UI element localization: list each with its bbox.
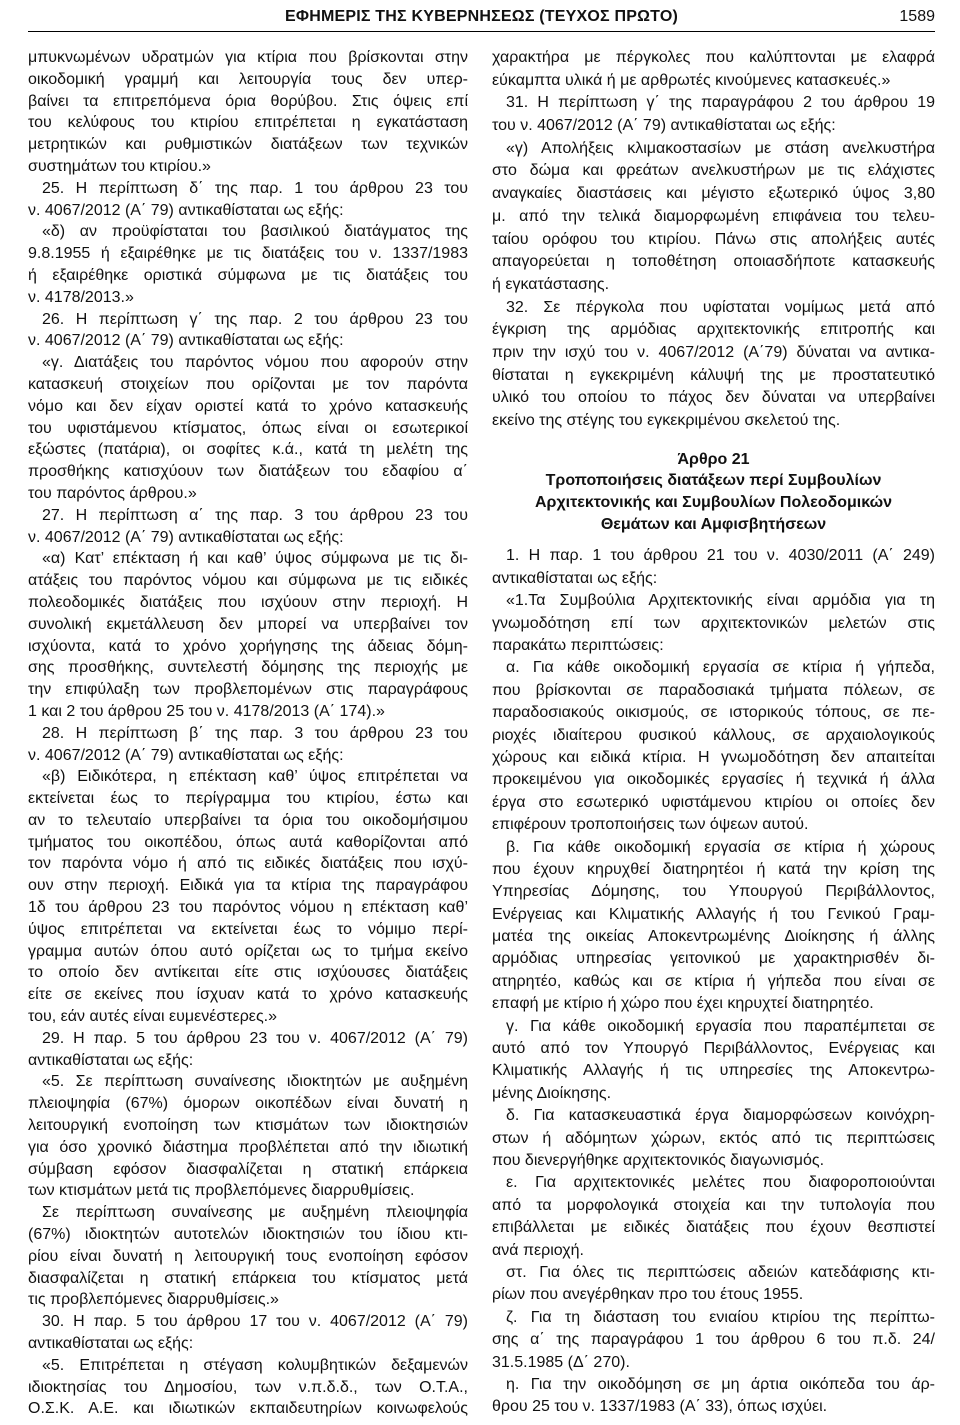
text-line: ρίων που ανεγέρθηκαν προ του έτους 1955.: [492, 1286, 804, 1304]
paragraph: [28, 1071, 468, 1202]
text-line: Ο.Σ.Κ. Α.Ε. και ιδιωτικών εκπαιδευτηρίων κοινωφελούς: [28, 1400, 468, 1418]
text-line: αντικαθίσταται ως εξής:: [28, 1051, 194, 1069]
text-line: σης α΄ της παραγράφου 1 του άρθρου 6 του π.δ. 24/: [492, 1331, 935, 1349]
article-number: Άρθρο 21: [677, 450, 750, 468]
text-line: πριν την ισχύ του ν. 4067/2012 (Α΄79) δύναται να αντικα-: [492, 343, 935, 361]
text-line: μπυκνωμένων υδρατμών για κτίρια που βρίσκονται στην: [28, 49, 468, 66]
text-line: 28. Η περίπτωση β΄ της παρ. 3 του άρθρου 23 του: [42, 724, 468, 742]
text-line: ουν στην περιοχή. Ειδικά για τα κτίρια της παραγράφου: [28, 877, 468, 895]
text-line: τις προβλεπόμενες διαρρυθμίσεις.»: [28, 1291, 279, 1309]
text-line: σύμβαση εφόσον διασφαλίζεται η στατική επάρκεια: [28, 1160, 468, 1178]
text-line: στ. Για όλες τις περιπτώσεις αδειών κατεδάφισης κτι-: [506, 1263, 935, 1281]
text-line: σης προσθήκης, συντελεστή δόμησης της περιοχής με: [28, 659, 468, 677]
text-line: του υφιστάμενου κτίσματος, όπως είναι οι εσωτερικοί: [28, 419, 468, 437]
text-line: β. Για κάθε οικοδομική εργασία σε κτίρια ή χώρους: [506, 838, 935, 856]
text-line: «γ) Απολήξεις κλιμακοστασίων με στάση ανελκυστήρα: [506, 139, 935, 157]
paragraph: [28, 1311, 468, 1355]
text-line: τμήματος του οικοπέδου, όπως αυτά καθορίζονται από: [28, 833, 468, 851]
text-line: θρου 25 του ν. 1337/1983 (Α΄ 33), όπως ισχύει.: [492, 1398, 828, 1416]
text-line: έργα στο εσωτερικό υφιστάμενου κτιρίου οι οποίες δεν: [492, 793, 935, 811]
text-line: αυτό από τον Υπουργό Περιβάλλοντος, Ενέργειας και: [492, 1040, 935, 1058]
gazette-title: ΕΦΗΜΕΡΙΣ ΤΗΣ ΚΥΒΕΡΝΗΣΕΩΣ (ΤΕΥΧΟΣ ΠΡΩΤΟ): [284, 8, 678, 25]
text-line: ισχύοντα, κατά το χρόνο χορήγησης της άδειας δόμη-: [28, 637, 468, 655]
text-line: ρίου είναι δυνατή η λειτουργική τους ενοποίηση εφόσον: [28, 1247, 468, 1265]
text-line: ατηρητέο, καθώς και σε κτίρια ή γήπεδα που είναι σε: [492, 972, 935, 990]
text-line: αντικαθίσταται ως εξής:: [492, 569, 658, 587]
paragraph: [28, 221, 468, 308]
text-line: ανά περιοχή.: [492, 1241, 584, 1259]
text-line: 30. Η παρ. 5 του άρθρου 17 του ν. 4067/2012 (Α΄ 79): [42, 1313, 468, 1331]
text-line: στων ή αδόμητων χώρων, εκτός από τις περιπτώσεις: [492, 1129, 935, 1147]
text-line: κατασκευή στοιχείων που ορίζονται με τον παρόντα: [28, 375, 468, 393]
paragraph: [28, 548, 468, 722]
article-title-line: Αρχιτεκτονικής και Συμβουλίων Πολεοδομικών: [534, 494, 893, 512]
paragraph: [492, 1307, 935, 1374]
text-line: εκείνο της στέγης του εγκεκριμένου σκελετού της.: [492, 412, 841, 429]
text-line: ν. 4178/2013.»: [28, 288, 134, 306]
text-line: επιφέρουν τροποποιήσεις των όψεων αυτού.: [492, 816, 809, 834]
paragraph: [492, 657, 935, 836]
text-line: η. Για την οικοδόμηση σε μη άρτια οικόπεδα του άρ-: [506, 1375, 935, 1393]
paragraph: [492, 837, 935, 1016]
text-line: ν. 4067/2012 (Α΄ 79) αντικαθίσταται ως εξής:: [28, 201, 344, 219]
text-line: ε. Για αρχιτεκτονικές μελέτες που διαφοροποιούνται: [506, 1174, 935, 1192]
text-line: επαφή με κτίριο ή χώρο που έχει κηρυχτεί διατηρητέο.: [492, 995, 874, 1013]
left-column: [28, 47, 468, 1420]
text-line: 31. Η περίπτωση γ΄ της παραγράφου 2 του άρθρου 19: [506, 94, 935, 112]
text-line: 1. Η παρ. 1 του άρθρου 21 του ν. 4030/2011 (Α΄ 249): [506, 547, 935, 565]
text-line: μένης Διοίκησης.: [492, 1084, 612, 1102]
text-line: 25. Η περίπτωση δ΄ της παρ. 1 του άρθρου 23 του: [42, 179, 468, 197]
paragraph: [28, 47, 468, 178]
text-line: «5. Σε περίπτωση συναίνεσης ιδιοκτητών με αυξημένη: [42, 1073, 468, 1091]
text-line: «α) Κατ’ επέκταση ή και καθ’ ύψος σύμφωνα με τις δι-: [42, 550, 468, 568]
text-line: του παρόντος άρθρου.»: [28, 484, 197, 502]
text-line: έγκριση της αρμόδιας αρχιτεκτονικής επιτροπής και: [492, 321, 935, 339]
text-line: αν το τελευταίο υπερβαίνει τα όρια του οικοδομήσιμου: [28, 811, 468, 829]
paragraph: [492, 590, 935, 657]
text-line: ατάξεις του παρόντος νόμου και σύμφωνα με τις ειδικές: [28, 572, 468, 590]
paragraph: [28, 766, 468, 1028]
text-line: για όσο χρονικό διάστημα προβλέπεται από την ιδιωτική: [28, 1138, 468, 1156]
text-line: διασφαλίζεται η στατική επάρκεια του κτίσματος μετά: [28, 1269, 468, 1287]
text-line: συνολική εκμετάλλευση δεν μπορεί να υπερβαίνει τον: [28, 615, 468, 633]
text-line: «δ) αν προϋφίσταται του βασιλικού διατάγματος της: [42, 223, 468, 241]
text-line: εξώστες (πατάρια), οι σοφίτες κ.ά., κατά τη μελέτη της: [28, 441, 468, 459]
text-line: θίσταται η εγκεκριμένη κάλυψή της με προστατευτικό: [492, 366, 935, 384]
text-line: αντικαθίσταται ως εξής:: [28, 1335, 194, 1353]
text-line: γ. Για κάθε οικοδομική εργασία που παραπέμπεται σε: [506, 1017, 935, 1035]
text-line: πλειοψηφία (67%) όμορων οικοπέδων είναι δυνατή η: [28, 1095, 468, 1113]
text-line: χώρους και ειδικά κτίρια. Η γνωμοδότηση δεν απαιτείται: [492, 748, 935, 766]
text-line: ή εξαιρέθηκε οριστικά σύμφωνα με τις διατάξεις του: [28, 266, 468, 284]
text-line: «γ. Διατάξεις του παρόντος νόμου που αφορούν στην: [42, 354, 468, 372]
text-line: (67%) ιδιοκτητών αυτοτελών ιδιοκτησιών του ίδιου κτι-: [28, 1226, 468, 1244]
text-line: «β) Ειδικότερα, η επέκταση καθ’ ύψος επιτρέπεται να: [42, 768, 468, 786]
paragraph: [492, 1105, 935, 1172]
text-line: το οποίο δεν αντίκειται είτε στις ισχύουσες διατάξεις: [28, 964, 468, 982]
paragraph: [28, 1355, 468, 1420]
text-line: προσθήκης κατισχύουν των διατάξεων του εδαφίου α΄: [28, 463, 468, 481]
article-heading: [492, 449, 935, 536]
paragraph: [28, 352, 468, 505]
text-line: α. Για κάθε οικοδομική εργασία σε κτίρια ή γήπεδα,: [506, 659, 935, 677]
text-line: μ. από την τελικά διαμορφωμένη επιφάνεια του τελευ-: [492, 207, 935, 225]
paragraph: [28, 505, 468, 549]
paragraph: [492, 1262, 935, 1307]
article-title-line: Θεμάτων και Αμφισβητήσεων: [600, 515, 827, 533]
right-column-text-after-article: [492, 545, 935, 1418]
text-line: νόμο και δεν είχαν οριστεί κατά το χρόνο κατασκευής: [28, 397, 468, 415]
text-line: βαίνει τα επιτρεπόμενα όρια θορύβου. Στις όψεις επί: [28, 92, 468, 110]
text-line: την επιφύλαξη των προβλεπομένων στις παραγράφους: [28, 681, 468, 699]
text-line: ιδιοκτησίας του Δημοσίου, των ν.π.δ.δ., των Ο.Τ.Α.,: [28, 1378, 468, 1396]
paragraph: [492, 138, 935, 297]
text-line: από τα μορφολογικά στοιχεία και την τυπολογία που: [492, 1196, 935, 1214]
text-line: που διενεργήθηκε αρχιτεκτονικός διαγωνισμός.: [492, 1151, 825, 1169]
text-line: ή εγκατάστασης.: [492, 275, 610, 293]
text-line: απαγορεύεται η τοποθέτηση οποιασδήποτε κατασκευής: [492, 253, 935, 271]
text-line: 26. Η περίπτωση γ΄ της παρ. 2 του άρθρου 23 του: [42, 310, 468, 328]
paragraph: [28, 309, 468, 353]
text-line: μετρητικών και ρυθμιστικών διατάξεων των τεχνικών: [28, 136, 468, 154]
text-line: δ. Για κατασκευαστικά έργα διαμορφώσεων κοινόχρη-: [506, 1107, 935, 1125]
text-line: πολεοδομικές διατάξεις που ισχύουν στην περιοχή. Η: [28, 593, 468, 611]
header-rule: [28, 31, 935, 32]
right-column: [492, 47, 935, 1419]
text-line: ταίου ορόφου του κτιρίου. Πάνω στις απολήξεις αυτές: [492, 230, 935, 248]
text-line: επιβάλλεται με ειδικές διατάξεις που έχουν θεσπιστεί: [492, 1219, 935, 1237]
text-line: ν. 4067/2012 (Α΄ 79) αντικαθίσταται ως εξής:: [28, 332, 344, 350]
text-line: ν. 4067/2012 (Α΄ 79) αντικαθίσταται ως εξής:: [28, 528, 344, 546]
text-line: αναγκαίες διαστάσεις και μέγιστο εξωτερικό ύψος 3,80: [492, 185, 935, 203]
text-line: στο δώμα και φρεάτων ανελκυστήρων με τις ελάχιστες: [492, 162, 935, 180]
paragraph: [492, 297, 935, 433]
text-line: 27. Η περίπτωση α΄ της παρ. 3 του άρθρου 23 του: [42, 506, 468, 524]
text-line: του κελύφους του κτιρίου επιτρέπεται η εγκατάσταση: [28, 114, 468, 132]
text-line: των κτισμάτων μετά τις προβλεπόμενες διαρρυθμίσεις.: [28, 1182, 415, 1200]
text-line: 29. Η παρ. 5 του άρθρου 23 του ν. 4067/2012 (Α΄ 79): [42, 1029, 468, 1047]
text-line: λειτουργική ενοποίηση των κτισμάτων των ιδιοκτησιών: [28, 1117, 468, 1135]
text-line: του, εάν αυτές είναι ευμενέστερες.»: [28, 1008, 277, 1026]
paragraph: [492, 1172, 935, 1262]
text-line: 31.5.1985 (Δ΄ 270).: [492, 1353, 630, 1371]
text-line: συστημάτων του κτιρίου.»: [28, 157, 211, 175]
paragraph: [492, 1374, 935, 1419]
text-line: ν. 4067/2012 (Α΄ 79) αντικαθίσταται ως εξής:: [28, 746, 344, 764]
text-line: αρμόδιας υπηρεσίας γειτονικού με χαρακτηρισθέν δι-: [492, 950, 935, 968]
text-line: ζ. Για τη διάσταση του ενιαίου κτιρίου της περίπτω-: [506, 1308, 935, 1326]
text-line: Υπηρεσίας Δόμησης, του Υπουργού Περιβάλλοντος,: [492, 883, 935, 901]
text-line: Σε περίπτωση συναίνεσης με αυξημένη πλειοψηφία: [42, 1204, 468, 1222]
text-line: υλικό του οποίου το πάχος δεν δύναται να υπερβαίνει: [492, 389, 935, 407]
paragraph: [492, 545, 935, 590]
text-line: γνωμοδότηση επί των αρχιτεκτονικών μελετών στις: [492, 614, 935, 632]
text-line: είτε σε εκείνες που ίσχυαν κατά το χρόνο κατασκευής: [28, 986, 468, 1004]
text-line: που έχουν κηρυχθεί διατηρητέοι ή κατά την κρίση της: [492, 860, 935, 878]
right-column-text-before-article: [492, 47, 935, 433]
article-title-line: Τροποποιήσεις διατάξεων περί Συμβουλίων: [545, 472, 882, 490]
text-line: 32. Σε πέργκολα που υφίσταται νομίμως μετά από: [506, 298, 935, 316]
text-line: παραδοσιακούς οικισμούς, σε ιστορικούς τόπους, σε πε-: [492, 704, 935, 722]
text-line: 1δ του άρθρου 23 του παρόντος νόμου η επέκταση καθ’: [28, 899, 468, 917]
text-line: που βρίσκονται σε παραδοσιακά τμήματα πόλεων, σε: [492, 681, 935, 699]
paragraph: [28, 723, 468, 767]
text-line: ύψος επιτρέπεται να εκτείνεται έως το νόμιμο περί-: [28, 920, 468, 938]
text-line: παρακάτω περιπτώσεις:: [492, 637, 664, 654]
text-line: Ενέργειας και Κλιματικής Αλλαγής ή του Γενικού Γραμ-: [492, 905, 935, 923]
paragraph: [28, 178, 468, 222]
paragraph: [492, 92, 935, 137]
paragraph: [492, 1016, 935, 1106]
text-line: εκτείνεται έως το περίγραμμα του κτιρίου, έστω και: [28, 790, 468, 808]
text-line: οικοδομική γραμμή και λειτουργία τους δεν υπερ-: [28, 70, 468, 88]
text-line: του ν. 4067/2012 (Α΄ 79) αντικαθίσταται ως εξής:: [492, 117, 836, 135]
text-line: ματέα της οικείας Αποκεντρωμένης Διοίκησης ή άλλης: [492, 928, 935, 946]
page-number: 1589: [899, 8, 935, 25]
text-line: 9.8.1955 ή εξαιρέθηκε με τις διατάξεις του ν. 1337/1983: [28, 245, 468, 263]
text-line: Κλιματικής Αλλαγής ή τις υπηρεσίες της Αποκεντρω-: [492, 1062, 935, 1080]
paragraph: [28, 1028, 468, 1072]
text-line: ριοχές ιδιαίτερου φυσικού κάλλους, σε αρχαιολογικούς: [492, 726, 935, 744]
paragraph: [492, 47, 935, 92]
text-line: εύκαμπτα υλικά ή με αρθρωτές κινούμενες κατασκευές.»: [492, 71, 891, 89]
text-line: προκειμένου για οικοδομικές εργασίες ή τεχνικά ή άλλα: [492, 771, 935, 789]
text-line: «1.Τα Συμβούλια Αρχιτεκτονικής είναι αρμόδια για τη: [506, 592, 935, 610]
text-line: γραμμα αυτών όπου αυτό ορίζεται ως το τμήμα εκείνο: [28, 942, 468, 960]
running-header: [28, 5, 935, 29]
paragraph: [28, 1202, 468, 1311]
text-line: χαρακτήρα με πέργκολες που καλύπτονται με ελαφρά: [492, 49, 935, 66]
text-line: τον παρόντα νόμο ή από τις ειδικές διατάξεις που ισχύ-: [28, 855, 468, 873]
text-line: 1 και 2 του άρθρου 25 του ν. 4178/2013 (Α΄ 174).»: [28, 702, 385, 720]
text-line: «5. Επιτρέπεται η στέγαση κολυμβητικών δεξαμενών: [42, 1356, 468, 1374]
